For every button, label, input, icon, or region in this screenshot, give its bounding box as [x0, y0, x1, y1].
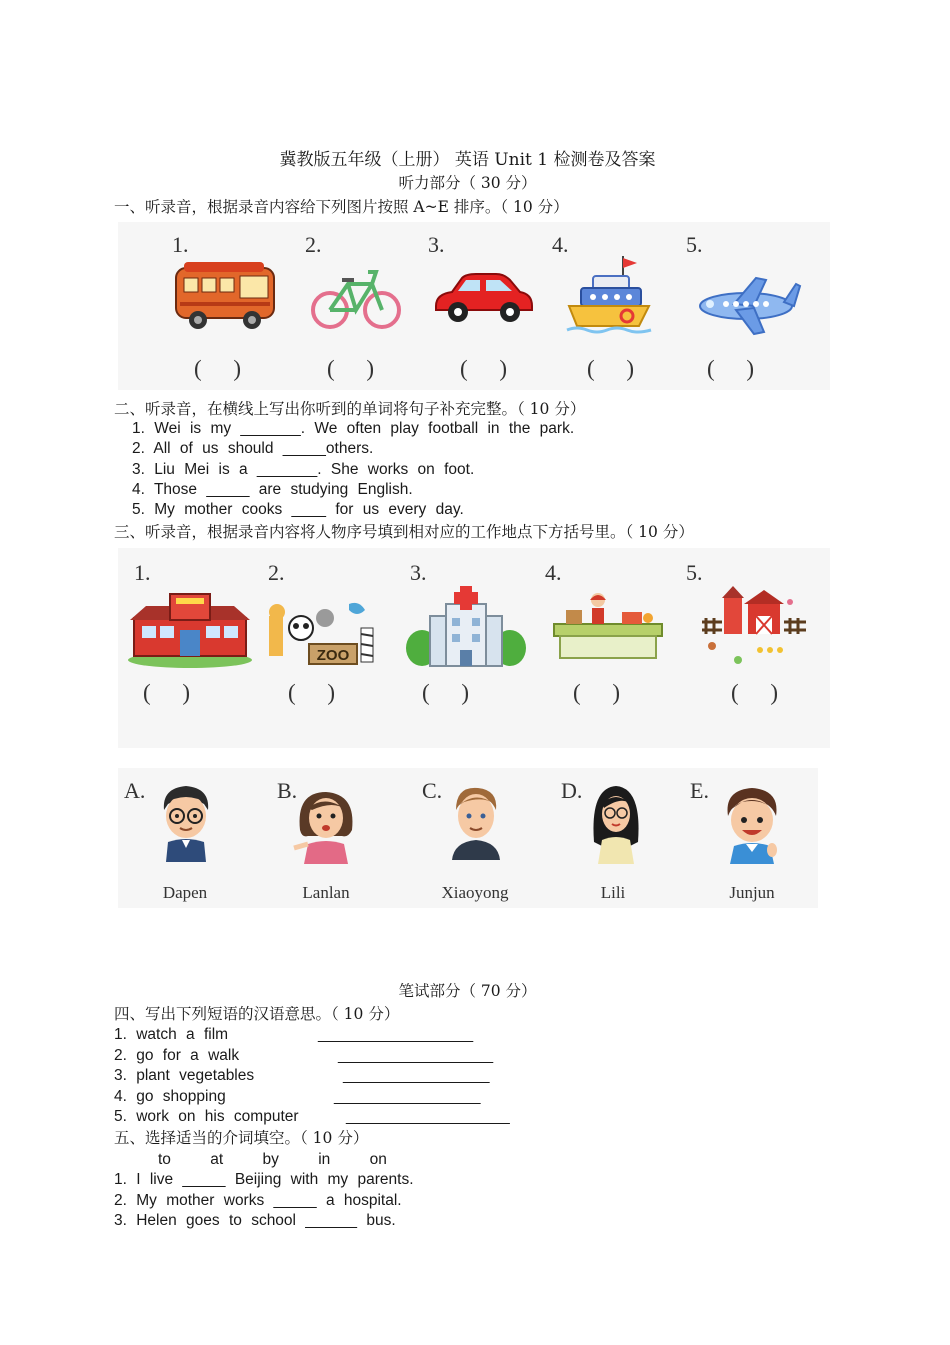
bus-icon — [172, 262, 280, 330]
farm-icon — [698, 584, 810, 670]
s4-answer-blank-2[interactable]: __________________ — [338, 1047, 494, 1064]
s1-number-5: 5. — [686, 232, 703, 257]
s4-answer-blank-3[interactable]: _________________ — [343, 1067, 490, 1084]
s3-answer-bracket-5: ( ) — [731, 680, 779, 705]
zoo-icon — [265, 598, 379, 670]
s3-answer-bracket-3: ( ) — [422, 680, 470, 705]
person-name-xiaoyong: Xiaoyong — [441, 883, 509, 902]
person-letter-b: B. — [277, 778, 298, 803]
section5-heading: 五、选择适当的介词填空。（ 10 分） — [114, 1129, 369, 1147]
s3-answer-bracket-4: ( ) — [573, 680, 621, 705]
person-name-dapen: Dapen — [162, 883, 208, 902]
section4-heading: 四、写出下列短语的汉语意思。（ 10 分） — [114, 1005, 400, 1023]
s3-number-3: 3. — [410, 560, 427, 585]
word-bank-at: at — [210, 1151, 224, 1168]
junjun-avatar — [722, 786, 782, 864]
s3-number-2: 2. — [268, 560, 285, 585]
s1-answer-bracket-3: ( ) — [460, 356, 508, 381]
s5-item-1: 1. I live _____ Beijing with my parents. — [114, 1171, 414, 1188]
s4-phrase-2: 2. go for a walk — [114, 1047, 240, 1064]
s1-number-2: 2. — [305, 232, 322, 257]
listening-part-heading: 听力部分（ 30 分） — [398, 174, 537, 192]
s2-item-1: 1. Wei is my _______. We often play football in the park. — [132, 420, 575, 437]
s3-number-5: 5. — [686, 560, 703, 585]
writing-part-heading: 笔试部分（ 70 分） — [398, 982, 537, 1000]
s1-answer-bracket-1: ( ) — [194, 356, 242, 381]
document-title: 冀教版五年级（上册） 英语 Unit 1 检测卷及答案 — [279, 150, 656, 170]
person-letter-a: A. — [124, 778, 146, 803]
zoo-sign-text: ZOO — [316, 647, 350, 664]
s4-phrase-4: 4. go shopping — [114, 1088, 226, 1105]
person-letter-e: E. — [690, 778, 709, 803]
s4-phrase-5: 5. work on his computer — [114, 1108, 299, 1125]
xiaoyong-avatar — [448, 784, 504, 860]
s1-answer-bracket-2: ( ) — [327, 356, 375, 381]
person-name-lili: Lili — [600, 883, 626, 902]
s1-number-3: 3. — [428, 232, 445, 257]
s2-item-4: 4. Those _____ are studying English. — [132, 481, 413, 498]
s4-answer-blank-1[interactable]: __________________ — [318, 1026, 474, 1043]
word-bank-in: in — [318, 1151, 331, 1168]
person-letter-c: C. — [422, 778, 443, 803]
plane-icon — [690, 276, 802, 338]
s5-item-2: 2. My mother works _____ a hospital. — [114, 1192, 402, 1209]
lanlan-avatar — [290, 786, 360, 864]
word-bank-on: on — [369, 1151, 387, 1168]
car-icon — [432, 272, 536, 324]
s5-item-3: 3. Helen goes to school ______ bus. — [114, 1212, 396, 1229]
s2-item-5: 5. My mother cooks ____ for us every day. — [132, 501, 464, 518]
s2-item-2: 2. All of us should _____others. — [132, 440, 374, 457]
s1-answer-bracket-5: ( ) — [707, 356, 755, 381]
s3-answer-bracket-1: ( ) — [143, 680, 191, 705]
school-icon — [126, 590, 254, 668]
s1-number-1: 1. — [172, 232, 189, 257]
s4-answer-blank-5[interactable]: ___________________ — [346, 1108, 510, 1125]
s1-answer-bracket-4: ( ) — [587, 356, 635, 381]
word-bank-to: to — [158, 1151, 171, 1168]
person-name-lanlan: Lanlan — [302, 883, 350, 902]
section3-heading: 三、听录音，根据录音内容将人物序号填到相对应的工作地点下方括号里。（ 10 分） — [114, 523, 694, 541]
person-name-junjun: Junjun — [729, 883, 775, 902]
s3-number-4: 4. — [545, 560, 562, 585]
shop-icon — [552, 590, 664, 664]
s2-item-3: 3. Liu Mei is a _______. She works on foot. — [132, 461, 475, 478]
bicycle-icon — [310, 262, 402, 332]
s1-number-4: 4. — [552, 232, 569, 257]
lili-avatar — [588, 782, 644, 864]
section2-heading: 二、听录音，在横线上写出你听到的单词将句子补充完整。（ 10 分） — [114, 400, 586, 418]
word-bank — [158, 1151, 417, 1169]
section1-heading: 一、听录音，根据录音内容给下列图片按照 A~E 排序。（ 10 分） — [114, 198, 569, 216]
s4-answer-blank-4[interactable]: _________________ — [334, 1088, 481, 1105]
ship-icon — [565, 254, 653, 336]
s3-number-1: 1. — [134, 560, 151, 585]
s4-phrase-3: 3. plant vegetables — [114, 1067, 255, 1084]
hospital-icon — [402, 586, 530, 672]
word-bank-by: by — [262, 1151, 279, 1168]
person-letter-d: D. — [561, 778, 583, 803]
s4-phrase-1: 1. watch a film — [114, 1026, 229, 1043]
s3-answer-bracket-2: ( ) — [288, 680, 336, 705]
dapen-avatar — [156, 782, 216, 862]
